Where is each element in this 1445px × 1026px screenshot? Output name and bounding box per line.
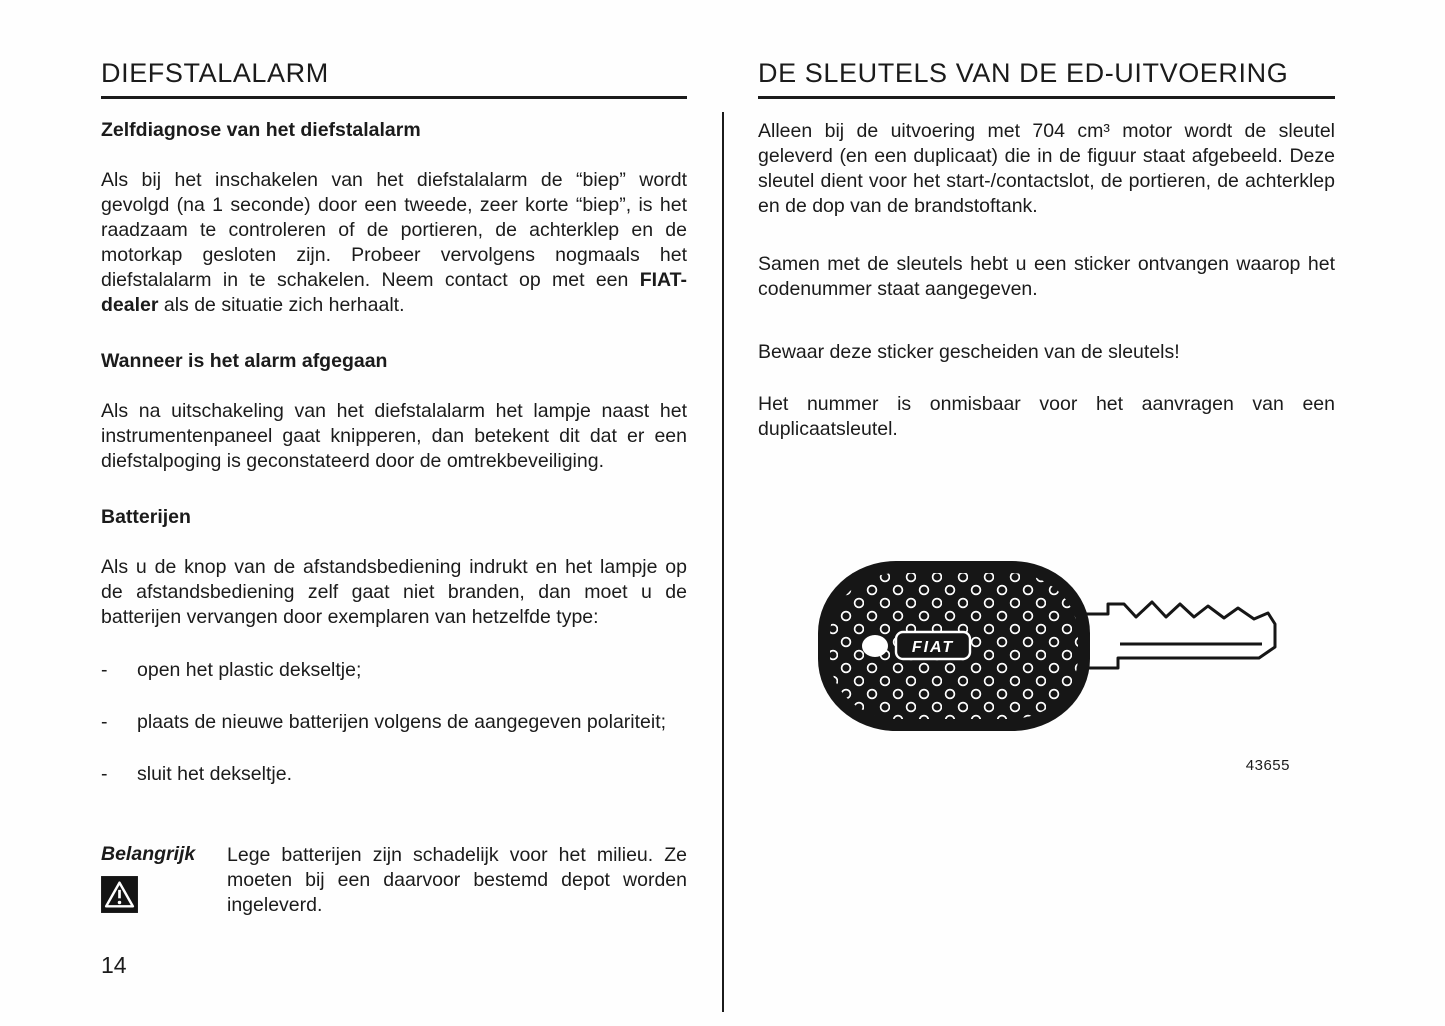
right-title-rule [758,96,1335,99]
paragraph-sleutel: Alleen bij de uitvoering met 704 cm³ motor wordt de sleutel geleverd (en een duplicaat) die in de figuur staat afgebeeld. Deze sleutel dient voor het start-/contactslot, de portieren, de achterklep en de dop van de brandstoftank. [758,120,1335,217]
important-label: Belangrijk [101,843,196,865]
left-column-title: DIEFSTALALARM [101,58,329,88]
list-item-text: sluit het dekseltje. [137,763,293,785]
right-column [758,58,1335,774]
paragraph-zelfdiagnose [101,168,687,318]
keyring-hole [862,635,888,657]
heading-batterijen: Batterijen [101,506,191,528]
list-dash: - [101,711,108,733]
paragraph-zelfdiagnose-tail: als de situatie zich herhaalt. [158,294,405,316]
left-title-rule [101,96,687,99]
key-blade [1082,602,1275,668]
page-number: 14 [101,952,127,978]
important-text: Lege batterijen zijn schadelijk voor het milieu. Ze moeten bij een daarvoor bestemd depot worden ingeleverd. [227,844,687,916]
list-item [101,762,687,787]
list-item-text: open het plastic dekseltje; [137,659,362,681]
figure-number: 43655 [1245,757,1290,774]
important-note [101,843,687,918]
list-item-text: plaats de nieuwe batterijen volgens de aangegeven polariteit; [137,711,667,733]
paragraph-nummer: Het nummer is onmisbaar voor het aanvragen van een duplicaatsleutel. [758,393,1335,440]
list-dash: - [101,659,108,681]
key-figure [758,557,1335,737]
paragraph-sticker: Samen met de sleutels hebt u een sticker ontvangen waarop het codenummer staat aangegeven. [758,253,1335,300]
heading-alarm-afgegaan: Wanneer is het alarm afgegaan [101,350,388,372]
list-dash: - [101,763,108,785]
paragraph-zelfdiagnose-text: Als bij het inschakelen van het diefstalalarm de “biep” wordt gevolgd (na 1 seconde) door een tweede, zeer korte “biep”, is het raadzaam te controleren of de portieren, de achterklep en de motorkap gesloten zijn. Probeer vervolgens nogmaals het diefstalalarm in te schakelen. Neem contact op met een [101,169,687,291]
list-item [101,658,687,683]
fiat-logo [896,632,970,659]
fiat-dealer-bold: FIAT-dealer [101,269,687,316]
list-item [101,710,687,735]
left-column [101,58,687,918]
fiat-logo-text: FIAT [911,639,954,656]
paragraph-bewaar: Bewaar deze sticker gescheiden van de sleutels! [758,341,1180,363]
heading-zelfdiagnose: Zelfdiagnose van het diefstalalarm [101,119,421,141]
paragraph-batterijen: Als u de knop van de afstandsbediening indrukt en het lampje op de afstandsbediening zelf gaat niet branden, dan moet u de batterijen vervangen door exemplaren van hetzelfde type: [101,556,687,628]
important-note-left [101,843,227,918]
key-illustration [812,557,1282,737]
warning-triangle-icon [101,876,138,913]
column-divider [722,112,724,1012]
paragraph-alarm-afgegaan: Als na uitschakeling van het diefstalalarm het lampje naast het instrumentenpaneel gaat knipperen, dan betekent dit dat er een diefstalpoging is geconstateerd door de omtrekbeveiliging. [101,400,687,472]
right-column-title: DE SLEUTELS VAN DE ED-UITVOERING [758,58,1289,88]
